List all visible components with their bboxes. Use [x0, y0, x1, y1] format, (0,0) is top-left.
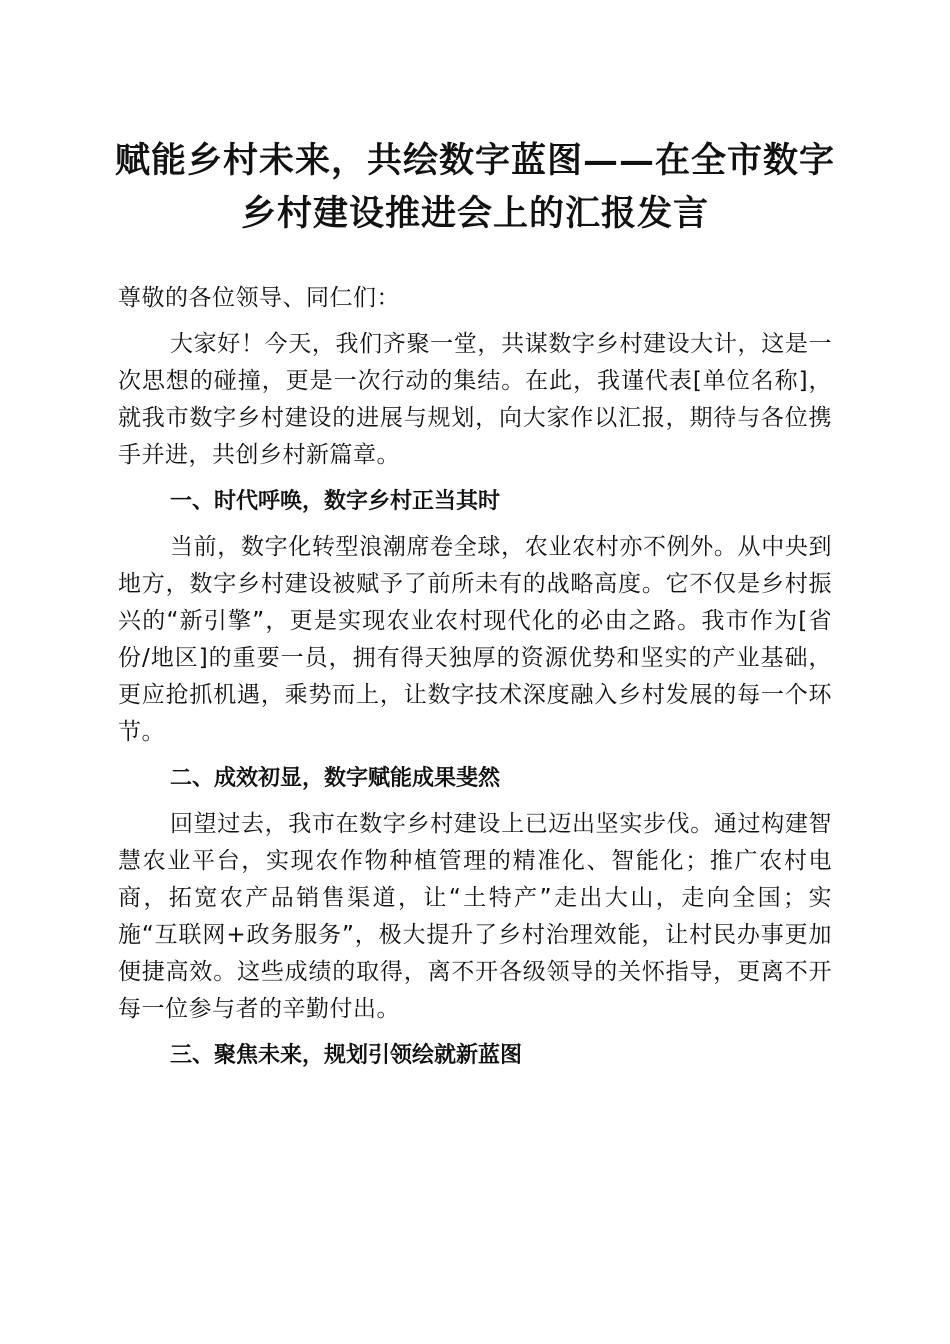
- section-body-1: 当前，数字化转型浪潮席卷全球，农业农村亦不例外。从中央到地方，数字乡村建设被赋予了前所未有的战略高度。它不仅是乡村振兴的“新引擎”，更是实现农业农村现代化的必由之路。我市作为[省份/地区]的重要一员，拥有得天独厚的资源优势和坚实的产业基础，更应抢抓机遇，乘势而上，让数字技术深度融入乡村发展的每一个环节。: [118, 534, 832, 745]
- title-line-1: 赋能乡村未来，共绘数字蓝图——在全市数字: [114, 140, 835, 181]
- title-line-2: 乡村建设推进会上的汇报发言: [240, 193, 709, 234]
- salutation: 尊敬的各位领导、同仁们：: [118, 285, 400, 311]
- section-body-2: 回望过去，我市在数字乡村建设上已迈出坚实步伐。通过构建智慧农业平台，实现农作物种植管理的精准化、智能化；推广农村电商，拓宽农产品销售渠道，让“土特产”走出大山，走向全国；实施“互联网+政务服务”，极大提升了乡村治理效能，让村民办事更加便捷高效。这些成绩的取得，离不开各级领导的关怀指导，更离不开每一位参与者的辛勤付出。: [118, 811, 832, 1022]
- section-heading-3: 三、聚焦未来，规划引领绘就新蓝图: [170, 1043, 523, 1068]
- intro-paragraph: 大家好！今天，我们齐聚一堂，共谋数字乡村建设大计，这是一次思想的碰撞，更是一次行动的集结。在此，我谨代表[单位名称]，就我市数字乡村建设的进展与规划，向大家作以汇报，期待与各位携手并进，共创乡村新篇章。: [118, 331, 832, 468]
- section-heading-1: 一、时代呼唤，数字乡村正当其时: [170, 489, 501, 514]
- document-body: [118, 280, 832, 1083]
- section-heading-2: 二、成效初显，数字赋能成果斐然: [170, 766, 501, 791]
- document-title: [90, 134, 860, 240]
